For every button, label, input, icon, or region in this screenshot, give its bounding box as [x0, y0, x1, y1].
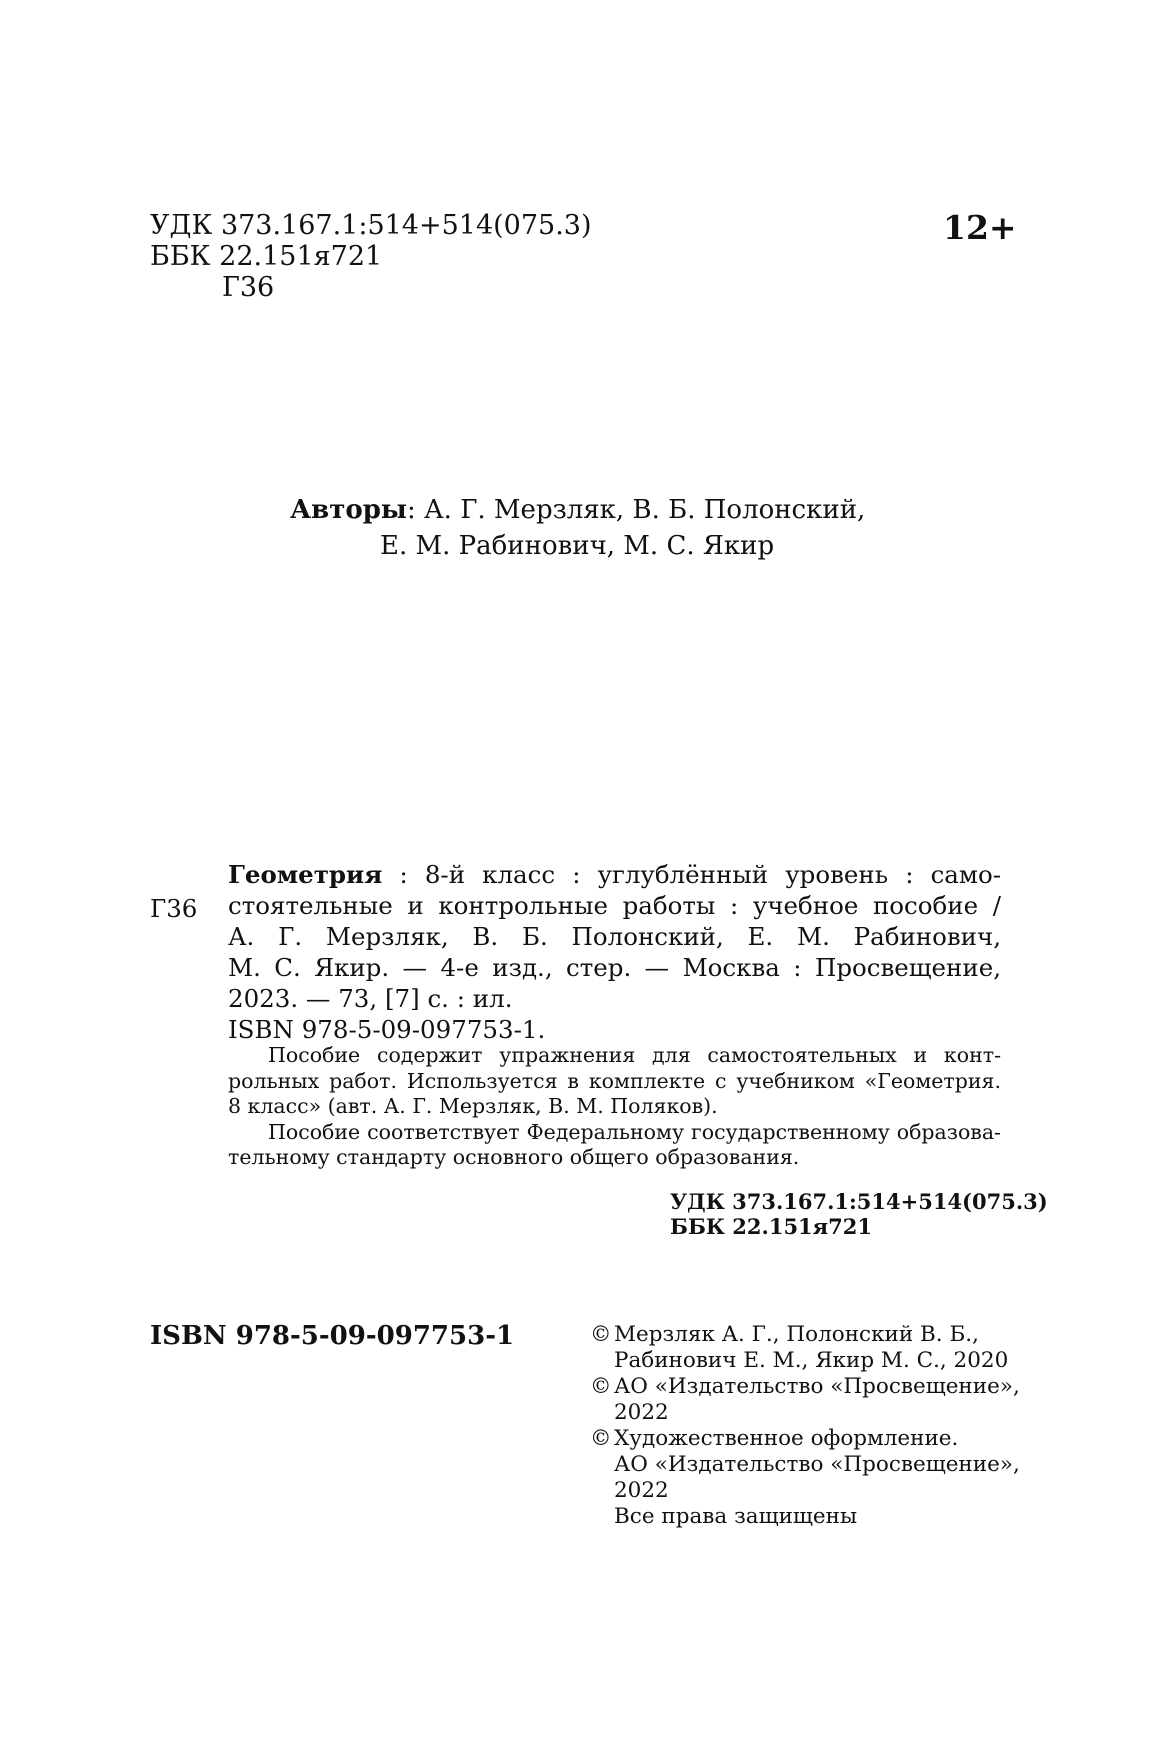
- copyright-symbol: ©: [590, 1322, 612, 1347]
- copyright-3-line-2: АО «Издательство «Просвещение»,: [614, 1452, 1020, 1477]
- authors-label: Авторы: [290, 495, 407, 525]
- copyright-3-line-3: 2022: [614, 1478, 669, 1503]
- authors-block: [290, 492, 865, 564]
- catalog-card-udk: УДК 373.167.1:514+514(075.3): [670, 1189, 1048, 1214]
- copyright-1-line-1: Мерзляк А. Г., Полонский В. Б.,: [614, 1322, 979, 1347]
- catalog-card-annotation: [228, 1043, 1001, 1171]
- annotation-2-line-2: тельному стандарту основного общего образования.: [228, 1145, 800, 1169]
- copyright-block: [590, 1322, 1020, 1530]
- copyright-1-line-2: Рабинович Е. М., Якир М. С., 2020: [614, 1348, 1009, 1373]
- authors-colon: :: [406, 495, 424, 525]
- header-author-mark: Г36: [222, 272, 275, 303]
- annotation-2-line-1: Пособие соответствует Федеральному государственному образова-: [268, 1119, 1001, 1144]
- annotation-1-line-3: 8 класс» (авт. А. Г. Мерзляк, В. М. Поляков).: [228, 1094, 718, 1118]
- header-bbk: ББК 22.151я721: [150, 241, 383, 272]
- copyright-symbol: ©: [590, 1374, 612, 1399]
- age-rating: 12+: [943, 208, 1017, 247]
- catalog-card-line-1-rest: : 8-й класс : углублённый уровень : само-: [382, 860, 1001, 889]
- copyright-2-line-1: АО «Издательство «Просвещение»,: [614, 1374, 1020, 1399]
- catalog-card-line-1: [228, 859, 1001, 890]
- copyright-entry-3: [590, 1426, 1020, 1530]
- annotation-1-line-2: рольных работ. Используется в комплекте с учебником «Геометрия.: [228, 1068, 1001, 1093]
- catalog-card-line-3: А. Г. Мерзляк, В. Б. Полонский, Е. М. Рабинович,: [228, 922, 1001, 951]
- catalog-card-line-4: М. С. Якир. — 4-е изд., стер. — Москва : Просвещение,: [228, 953, 1001, 982]
- authors-line-1: [290, 492, 865, 528]
- authors-names-1: А. Г. Мерзляк, В. Б. Полонский,: [423, 495, 866, 525]
- header-classification: [150, 210, 592, 303]
- copyright-entry-2: [590, 1374, 1020, 1426]
- annotation-1-line-1: Пособие содержит упражнения для самостоятельных и конт-: [268, 1043, 1001, 1067]
- rights-reserved: Все права защищены: [614, 1504, 858, 1529]
- catalog-card-classification: [670, 1189, 1048, 1239]
- book-title: Геометрия: [228, 860, 383, 889]
- footer-isbn: ISBN 978-5-09-097753-1: [150, 1321, 515, 1351]
- catalog-card-line-2: стоятельные и контрольные работы : учебное пособие /: [228, 891, 1001, 920]
- copyright-entry-1: [590, 1322, 1020, 1374]
- copyright-symbol: ©: [590, 1426, 612, 1451]
- catalog-card: [228, 859, 1001, 1045]
- copyright-2-line-2: 2022: [614, 1400, 669, 1425]
- catalog-card-line-5: 2023. — 73, [7] с. : ил.: [228, 984, 513, 1013]
- catalog-card-isbn: ISBN 978-5-09-097753-1.: [228, 1015, 546, 1044]
- copyright-3-line-1: Художественное оформление.: [614, 1426, 959, 1451]
- catalog-card-author-mark: Г36: [150, 894, 198, 923]
- header-udk: УДК 373.167.1:514+514(075.3): [150, 210, 592, 241]
- catalog-card-bbk: ББК 22.151я721: [670, 1214, 873, 1239]
- authors-names-2: Е. М. Рабинович, М. С. Якир: [380, 531, 775, 561]
